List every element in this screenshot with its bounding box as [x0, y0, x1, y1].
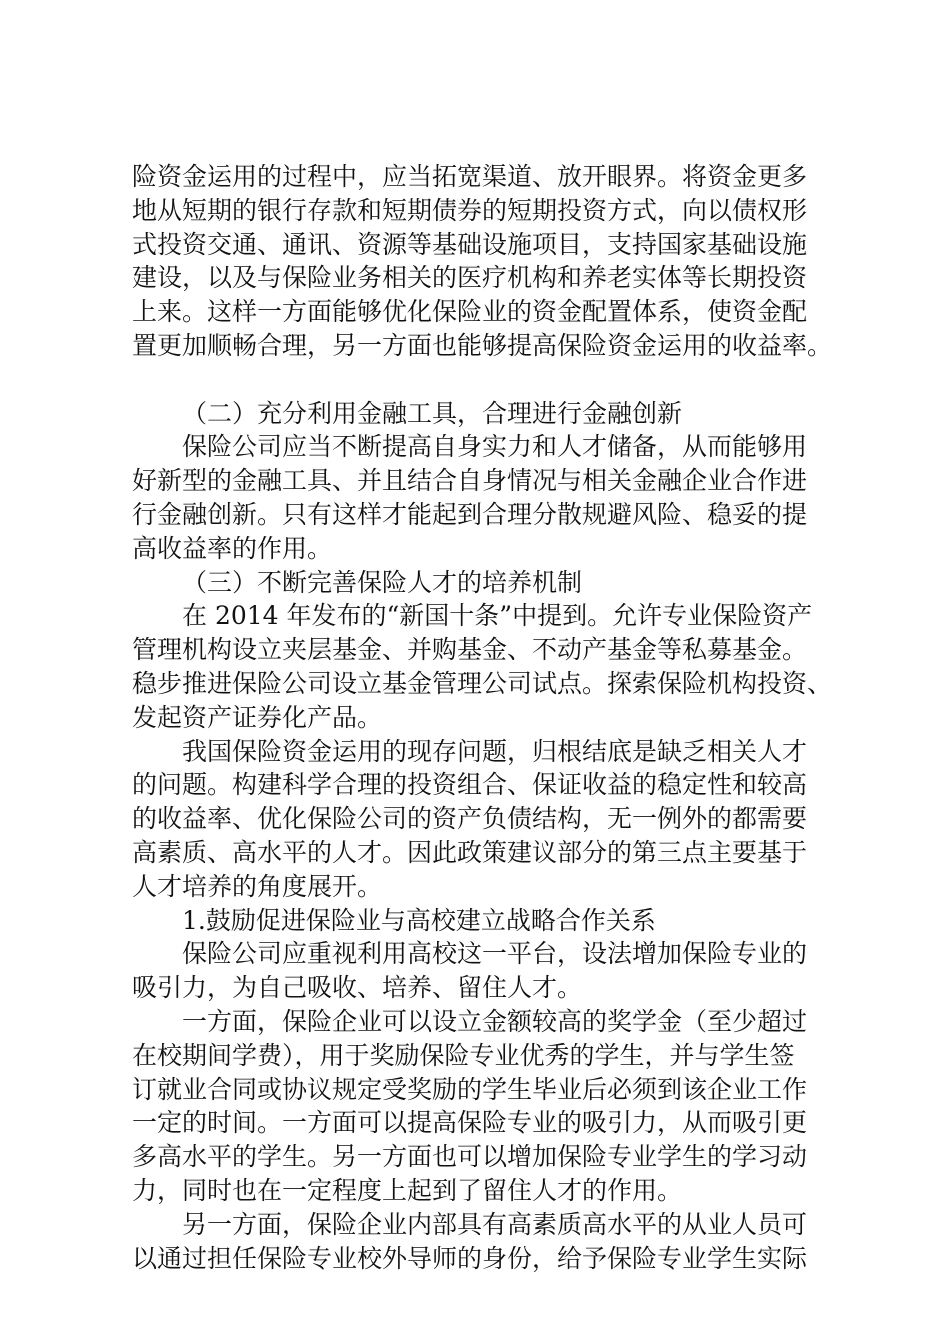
text-line: 多高水平的学生。另一方面也可以增加保险专业学生的学习动: [132, 1142, 808, 1172]
text-line: 高收益率的作用。: [132, 533, 333, 563]
text-line: 险资金运用的过程中，应当拓宽渠道、放开眼界。将资金更多: [132, 162, 808, 191]
text-line: 稳步推进保险公司设立基金管理公司试点。探索保险机构投资、: [132, 668, 833, 698]
text-line: 好新型的金融工具、并且结合自身情况与相关金融企业合作进: [132, 466, 808, 496]
text-line: 置更加顺畅合理，另一方面也能够提高保险资金运用的收益率。: [132, 330, 833, 360]
section-heading: （三）不断完善保险人才的培养机制: [182, 567, 583, 597]
text-line: 保险公司应重视利用高校这一平台，设法增加保险专业的: [182, 939, 808, 969]
text-line: 在校期间学费），用于奖励保险专业优秀的学生，并与学生签: [132, 1040, 795, 1070]
text-line: 力，同时也在一定程度上起到了留住人才的作用。: [132, 1175, 683, 1205]
text-line: 另一方面，保险企业内部具有高素质高水平的从业人员可: [182, 1209, 808, 1239]
text-line: 的问题。构建科学合理的投资组合、保证收益的稳定性和较高: [132, 770, 808, 800]
text-line: 的收益率、优化保险公司的资产负债结构，无一例外的都需要: [132, 804, 808, 834]
text-line: 一方面，保险企业可以设立金额较高的奖学金（至少超过: [182, 1006, 808, 1036]
section-heading: （二）充分利用金融工具，合理进行金融创新: [182, 398, 683, 428]
paragraph: [132, 430, 852, 565]
text-line: 以通过担任保险专业校外导师的身份，给予保险专业学生实际: [132, 1243, 808, 1273]
text-line: 上来。这样一方面能够优化保险业的资金配置体系，使资金配: [132, 297, 808, 327]
text-line: 发起资产证券化产品。: [132, 702, 383, 732]
paragraph-spacer: [132, 363, 852, 397]
paragraph: [132, 1208, 852, 1276]
text-line: 吸引力，为自己吸收、培养、留住人才。: [132, 973, 583, 1003]
text-line: 行金融创新。只有这样才能起到合理分散规避风险、稳妥的提: [132, 499, 808, 529]
paragraph: [132, 937, 852, 1005]
document-body: [132, 160, 852, 1275]
paragraph: [132, 599, 852, 734]
paragraph: [132, 160, 852, 363]
text-line: 式投资交通、通讯、资源等基础设施项目，支持国家基础设施: [132, 229, 808, 259]
subsection-heading: 1.鼓励促进保险业与高校建立战略合作关系: [182, 905, 656, 935]
paragraph: [132, 735, 852, 904]
text-line: 地从短期的银行存款和短期债券的短期投资方式，向以债权形: [132, 195, 808, 225]
text-line: 一定的时间。一方面可以提高保险专业的吸引力，从而吸引更: [132, 1108, 808, 1138]
text-line: 在 2014 年发布的“新国十条”中提到。允许专业保险资产: [182, 601, 813, 631]
text-line: 管理机构设立夹层基金、并购基金、不动产基金等私募基金。: [132, 635, 808, 665]
paragraph: [132, 1005, 852, 1208]
text-line: 建设，以及与保险业务相关的医疗机构和养老实体等长期投资: [132, 263, 808, 293]
text-line: 订就业合同或协议规定受奖励的学生毕业后必须到该企业工作: [132, 1074, 808, 1104]
text-line: 人才培养的角度展开。: [132, 871, 383, 901]
text-line: 高素质、高水平的人才。因此政策建议部分的第三点主要基于: [132, 837, 808, 867]
text-line: 我国保险资金运用的现存问题，归根结底是缺乏相关人才: [182, 736, 808, 766]
text-line: 保险公司应当不断提高自身实力和人才储备，从而能够用: [182, 432, 808, 462]
